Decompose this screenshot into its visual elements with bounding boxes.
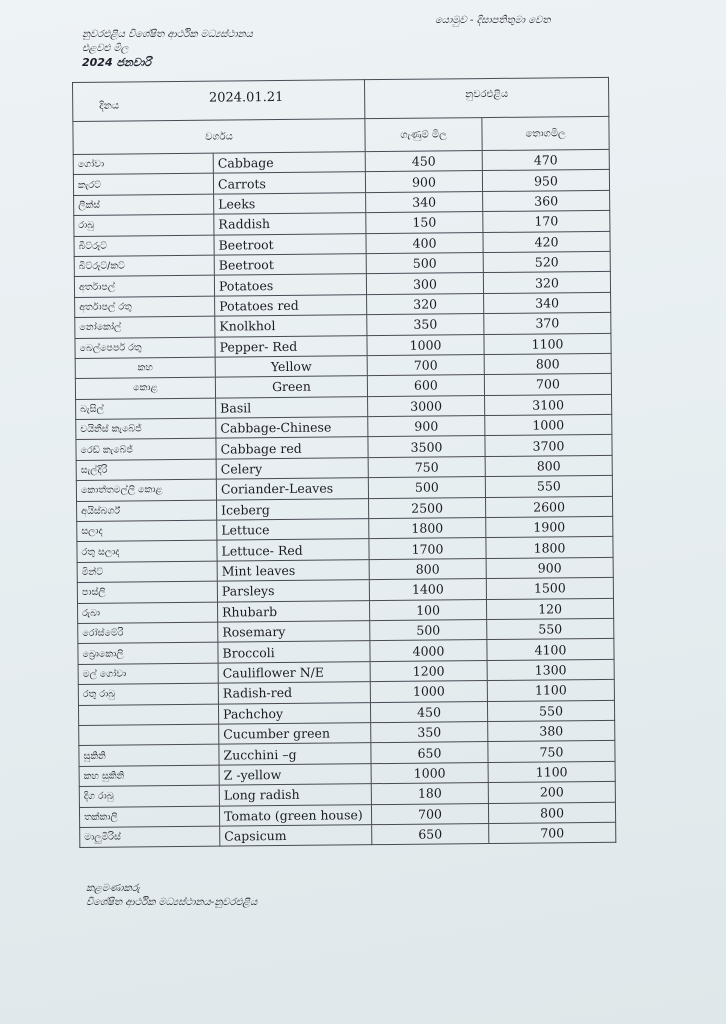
buy-price-cell: 4000 (370, 640, 487, 662)
english-name-cell: Tomato (green house) (219, 804, 371, 826)
price-table-wrapper (72, 77, 615, 848)
buy-price-cell: 1700 (369, 538, 486, 560)
buy-price-cell: 700 (371, 803, 488, 825)
wholesale-price-cell: 420 (483, 231, 610, 253)
footer-title: කළමණාකරු (86, 883, 140, 894)
sinhala-name-cell: මල් ගෝවා (78, 663, 218, 685)
wholesale-price-cell: 120 (486, 598, 613, 620)
buy-price-cell: 900 (365, 171, 482, 193)
sinhala-name-cell: මාලුමිරිස් (80, 826, 220, 848)
wholesale-price-cell: 700 (489, 822, 616, 844)
buy-price-cell: 350 (367, 314, 484, 336)
english-name-cell: Rosemary (218, 621, 370, 643)
wholesale-price-cell: 520 (483, 251, 610, 273)
wholesale-price-cell: 340 (484, 292, 611, 314)
buy-price-cell: 180 (371, 783, 488, 805)
english-name-cell: Coriander-Leaves (216, 478, 368, 500)
english-name-cell: Pepper- Red (215, 335, 367, 357)
buy-price-cell: 320 (367, 293, 484, 315)
buy-price-cell: 340 (366, 191, 483, 213)
sinhala-name-cell: සලාද (77, 520, 217, 542)
buy-price-cell: 1000 (367, 334, 484, 356)
english-name-cell: Beetroot (214, 233, 366, 255)
sinhala-name-cell: රුබා (78, 602, 218, 624)
english-name-cell: Z -yellow (219, 763, 371, 785)
english-name-cell: Parsleys (217, 580, 369, 602)
buy-price-cell: 3500 (368, 436, 485, 458)
english-name-cell: Lettuce- Red (217, 539, 369, 561)
wholesale-price-cell: 170 (483, 211, 610, 233)
buy-price-cell: 450 (365, 151, 482, 173)
english-name-cell: Mint leaves (217, 559, 369, 581)
wholesale-price-cell: 200 (488, 781, 615, 803)
sinhala-name-cell: අර්තාපල් රතු (75, 296, 215, 318)
english-name-cell: Cabbage (213, 152, 365, 174)
english-name-cell: Knolkhol (215, 315, 367, 337)
buy-price-cell: 100 (369, 599, 486, 621)
date-value: 2024.01.21 (208, 89, 284, 106)
english-name-cell: Basil (216, 396, 368, 418)
wholesale-price-cell: 550 (487, 700, 614, 722)
wholesale-price-cell: 370 (484, 312, 611, 334)
buy-price-cell: 500 (368, 477, 485, 499)
buy-price-cell: 350 (371, 721, 488, 743)
buy-price-cell: 700 (367, 354, 484, 376)
buy-price-header: ගැණුම් මිල (365, 118, 482, 152)
english-name-cell: Cabbage-Chinese (216, 417, 368, 439)
wholesale-price-cell: 1100 (484, 333, 611, 355)
sinhala-name-cell: කොළ (75, 377, 215, 399)
sinhala-name-cell (78, 704, 218, 726)
english-name-cell: Green (215, 376, 367, 398)
buy-price-cell: 3000 (368, 395, 485, 417)
english-name-cell: Cauliflower N/E (218, 661, 370, 683)
wholesale-price-cell: 2600 (486, 496, 613, 518)
sinhala-name-cell: සුකිනි (79, 744, 219, 766)
variety-header: වර්ගය (73, 119, 365, 155)
wholesale-price-cell: 4100 (487, 639, 614, 661)
buy-price-cell: 1000 (370, 681, 487, 703)
wholesale-price-cell: 1100 (488, 761, 615, 783)
sinhala-name-cell: අයිස්බර්ග් (77, 500, 217, 522)
wholesale-price-cell: 380 (488, 720, 615, 742)
buy-price-cell: 600 (367, 375, 484, 397)
period: 2024 ජනවාරි (82, 56, 151, 69)
wholesale-price-cell: 550 (487, 618, 614, 640)
buy-price-cell: 300 (366, 273, 483, 295)
wholesale-price-cell: 1100 (487, 679, 614, 701)
sinhala-name-cell: රාබු (74, 214, 214, 236)
sinhala-name-cell: සැල්දිරි (76, 459, 216, 481)
addressee: යොමුව - දිසාපතිතුමා වෙත (435, 15, 551, 26)
english-name-cell: Broccoli (218, 641, 370, 663)
wholesale-price-cell: 800 (485, 455, 612, 477)
english-name-cell: Celery (216, 458, 368, 480)
wholesale-price-cell: 550 (485, 476, 612, 498)
buy-price-cell: 650 (371, 742, 488, 764)
wholesale-price-cell: 900 (486, 557, 613, 579)
buy-price-cell: 750 (368, 456, 485, 478)
buy-price-cell: 650 (372, 823, 489, 845)
wholesale-price-cell: 3100 (485, 394, 612, 416)
sinhala-name-cell: බීට්රූට් (74, 235, 214, 257)
region-header: නුවරඑළිය (364, 77, 608, 118)
buy-price-cell: 1200 (370, 660, 487, 682)
sinhala-name-cell: මින්ට් (77, 561, 217, 583)
sinhala-name-cell (79, 724, 219, 746)
wholesale-price-cell: 1800 (486, 537, 613, 559)
org-line: නුවරඑළිය විශේෂිත ආර්ථික මධ්‍යස්ථානය (82, 29, 253, 40)
buy-price-cell: 450 (370, 701, 487, 723)
date-cell (73, 80, 365, 122)
wholesale-price-cell: 3700 (485, 435, 612, 457)
sinhala-name-cell: චයිනීස් කැබේජ් (76, 418, 216, 440)
sinhala-name-cell: බ්‍රොකොලි (78, 643, 218, 665)
wholesale-price-cell: 1000 (485, 414, 612, 436)
wholesale-price-cell: 320 (483, 272, 610, 294)
sinhala-name-cell: පාස්ලි (77, 581, 217, 603)
sinhala-name-cell: කැරට් (73, 174, 213, 196)
english-name-cell: Radish-red (218, 682, 370, 704)
english-name-cell: Long radish (219, 784, 371, 806)
buy-price-cell: 1800 (369, 518, 486, 540)
buy-price-cell: 900 (368, 416, 485, 438)
sinhala-name-cell: නෝකෝල් (75, 316, 215, 338)
buy-price-cell: 400 (366, 232, 483, 254)
wholesale-price-cell: 750 (488, 741, 615, 763)
buy-price-cell: 800 (369, 558, 486, 580)
wholesale-price-cell: 800 (488, 802, 615, 824)
english-name-cell: Zucchini –g (219, 743, 371, 765)
wholesale-price-cell: 360 (483, 190, 610, 212)
table-row (80, 822, 616, 848)
wholesale-price-cell: 800 (484, 353, 611, 375)
wholesale-price-cell: 470 (482, 149, 609, 171)
sinhala-name-cell: කහ (75, 357, 215, 379)
english-name-cell: Cucumber green (219, 723, 371, 745)
wholesale-price-cell: 1900 (486, 516, 613, 538)
sinhala-name-cell: රෙඩ් කැබේජ් (76, 439, 216, 461)
wholesale-price-header: තොගමිල (482, 116, 609, 150)
sinhala-name-cell: බෙල්පෙපර් රතු (75, 337, 215, 359)
buy-price-cell: 150 (366, 212, 483, 234)
english-name-cell: Lettuce (217, 519, 369, 541)
sinhala-name-cell: ලීක්ස් (74, 194, 214, 216)
sinhala-name-cell: රෝස්මේරි (78, 622, 218, 644)
sinhala-name-cell: කහ සුකිනි (79, 765, 219, 787)
sinhala-name-cell: රතු සලාද (77, 541, 217, 563)
english-name-cell: Iceberg (217, 498, 369, 520)
english-name-cell: Beetroot (214, 254, 366, 276)
sinhala-name-cell: කොත්තමල්ලි කොළ (76, 479, 216, 501)
english-name-cell: Leeks (214, 192, 366, 214)
sinhala-name-cell: අර්තාපල් (74, 275, 214, 297)
wholesale-price-cell: 950 (482, 170, 609, 192)
english-name-cell: Carrots (213, 172, 365, 194)
date-label: දිනය (99, 100, 120, 112)
buy-price-cell: 1400 (369, 579, 486, 601)
wholesale-price-cell: 1300 (487, 659, 614, 681)
sinhala-name-cell: බැසිල් (76, 398, 216, 420)
english-name-cell: Yellow (215, 356, 367, 378)
buy-price-cell: 500 (370, 620, 487, 642)
buy-price-cell: 500 (366, 253, 483, 275)
sinhala-name-cell: දිග රාබු (79, 785, 219, 807)
english-name-cell: Capsicum (220, 825, 372, 847)
english-name-cell: Cabbage red (216, 437, 368, 459)
english-name-cell: Potatoes red (215, 294, 367, 316)
sinhala-name-cell: තක්කාලි (79, 806, 219, 828)
wholesale-price-cell: 1500 (486, 578, 613, 600)
english-name-cell: Rhubarb (217, 600, 369, 622)
english-name-cell: Raddish (214, 213, 366, 235)
sinhala-name-cell: බීට්රූට්/කට් (74, 255, 214, 277)
buy-price-cell: 1000 (371, 762, 488, 784)
price-table (72, 77, 616, 848)
buy-price-cell: 2500 (369, 497, 486, 519)
wholesale-price-cell: 700 (484, 374, 611, 396)
sinhala-name-cell: ගෝවා (73, 153, 213, 175)
document-footer (86, 882, 257, 910)
footer-org: විශේෂිත ආර්ථික මධ්‍යස්ථානය-නුවරඑළිය (86, 897, 258, 908)
english-name-cell: Pachchoy (218, 702, 370, 724)
document-header (82, 28, 253, 70)
price-rows (73, 149, 616, 847)
english-name-cell: Potatoes (214, 274, 366, 296)
subtitle: එළවළු මිල (82, 43, 129, 54)
sinhala-name-cell: රතු රාබු (78, 683, 218, 705)
